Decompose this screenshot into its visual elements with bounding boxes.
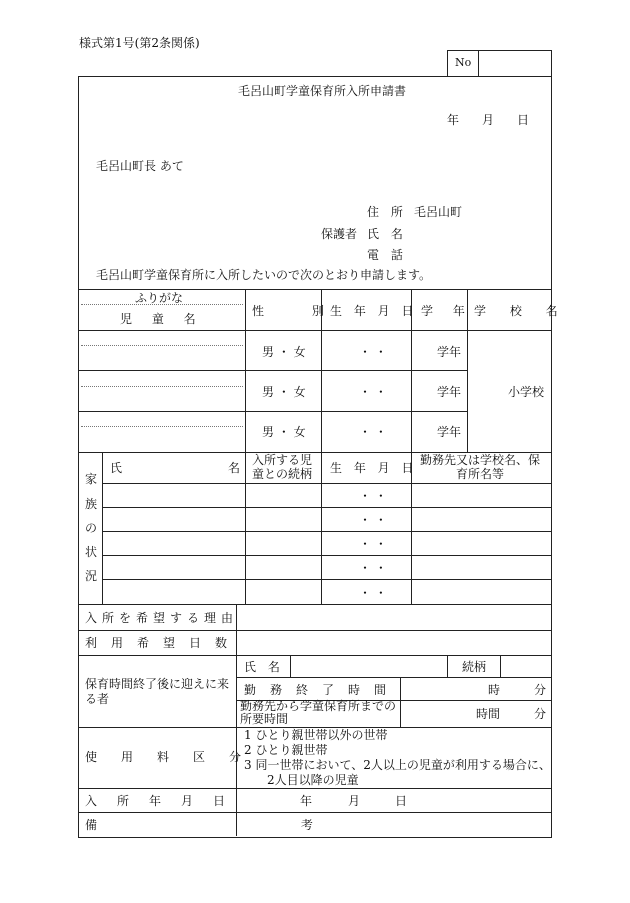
remarks-label: 備 考 <box>85 818 413 832</box>
family-label-5: 況 <box>85 569 98 583</box>
travel-minute[interactable]: 分 <box>534 707 547 721</box>
sex-header: 性 別 <box>252 304 346 318</box>
address-label: 住 所 <box>367 205 407 219</box>
date-day: 日 <box>517 113 530 127</box>
guardian-name-label: 氏 名 <box>367 227 407 241</box>
entry-date-label: 入所年月日 <box>85 794 246 808</box>
school-value[interactable]: 小学校 <box>508 385 545 399</box>
family3-dob[interactable]: ・ ・ <box>359 537 387 551</box>
end-time-label: 勤務終了時間 <box>244 683 401 697</box>
travel-hours[interactable]: 時間 <box>476 707 501 721</box>
family-dob-header: 生 年 月 日 <box>330 461 418 475</box>
child3-sex[interactable]: 男 ・ 女 <box>262 425 306 439</box>
entry-date-day[interactable]: 日 <box>395 794 408 808</box>
days-label: 利用希望日数 <box>85 636 242 650</box>
child-name-header: 児 童 名 <box>120 312 204 326</box>
travel-label: 勤務先から学童保育所までの所要時間 <box>240 699 397 726</box>
fee-option-1[interactable]: 1 ひとり親世帯以外の世帯 <box>244 728 388 742</box>
family-label-4: 状 <box>85 545 98 559</box>
fee-label: 使用料区分 <box>85 750 266 764</box>
child1-grade[interactable]: 学年 <box>437 345 462 359</box>
dob-header: 生 年 月 日 <box>330 304 418 318</box>
form-id: 様式第1号(第2条関係) <box>79 36 200 50</box>
family5-dob[interactable]: ・ ・ <box>359 586 387 600</box>
school-header: 学 校 名 <box>474 304 568 318</box>
end-time-hour[interactable]: 時 <box>488 683 501 697</box>
entry-date-year[interactable]: 年 <box>300 794 313 808</box>
family1-dob[interactable]: ・ ・ <box>359 489 387 503</box>
child1-sex[interactable]: 男 ・ 女 <box>262 345 306 359</box>
child1-dob[interactable]: ・ ・ <box>359 345 387 359</box>
family2-dob[interactable]: ・ ・ <box>359 513 387 527</box>
family-label-2: 族 <box>85 497 98 511</box>
end-time-minute[interactable]: 分 <box>534 683 547 697</box>
family-label-3: の <box>85 521 98 535</box>
child3-grade[interactable]: 学年 <box>437 425 462 439</box>
pickup-relation-label: 続柄 <box>462 660 487 674</box>
family-name-header-1: 氏 <box>110 461 123 475</box>
statement: 毛呂山町学童保育所に入所したいので次のとおり申請します。 <box>96 268 432 282</box>
child2-sex[interactable]: 男 ・ 女 <box>262 385 306 399</box>
family4-dob[interactable]: ・ ・ <box>359 561 387 575</box>
relation-header: 入所する児童との続柄 <box>252 453 313 481</box>
date-month: 月 <box>482 113 495 127</box>
date-year: 年 <box>447 113 460 127</box>
guardian-label: 保護者 <box>321 227 358 241</box>
no-label: No <box>455 56 472 69</box>
fee-option-3[interactable]: 3 同一世帯において、2人以上の児童が利用する場合に、 <box>244 758 551 772</box>
family-label-1: 家 <box>85 472 98 486</box>
entry-date-month[interactable]: 月 <box>348 794 361 808</box>
pickup-name-label: 氏 名 <box>244 660 284 674</box>
family-name-header-2: 名 <box>228 461 241 475</box>
furigana-header: ふりがな <box>135 291 184 305</box>
reason-label: 入所を希望する理由 <box>85 611 239 625</box>
child2-dob[interactable]: ・ ・ <box>359 385 387 399</box>
form-title: 毛呂山町学童保育所入所申請書 <box>238 84 407 98</box>
workplace-header: 勤務先又は学校名、保育所名等 <box>420 453 541 481</box>
address-value[interactable]: 毛呂山町 <box>414 205 463 219</box>
pickup-label: 保育時間終了後に迎えに来る者 <box>85 677 230 706</box>
fee-option-2[interactable]: 2 ひとり親世帯 <box>244 743 328 757</box>
addressee: 毛呂山町長 あて <box>96 159 184 173</box>
child2-grade[interactable]: 学年 <box>437 385 462 399</box>
fee-option-3-cont: 2人目以降の児童 <box>267 773 359 787</box>
grade-header: 学 年 <box>421 304 473 318</box>
child3-dob[interactable]: ・ ・ <box>359 425 387 439</box>
phone-label: 電 話 <box>367 248 407 262</box>
